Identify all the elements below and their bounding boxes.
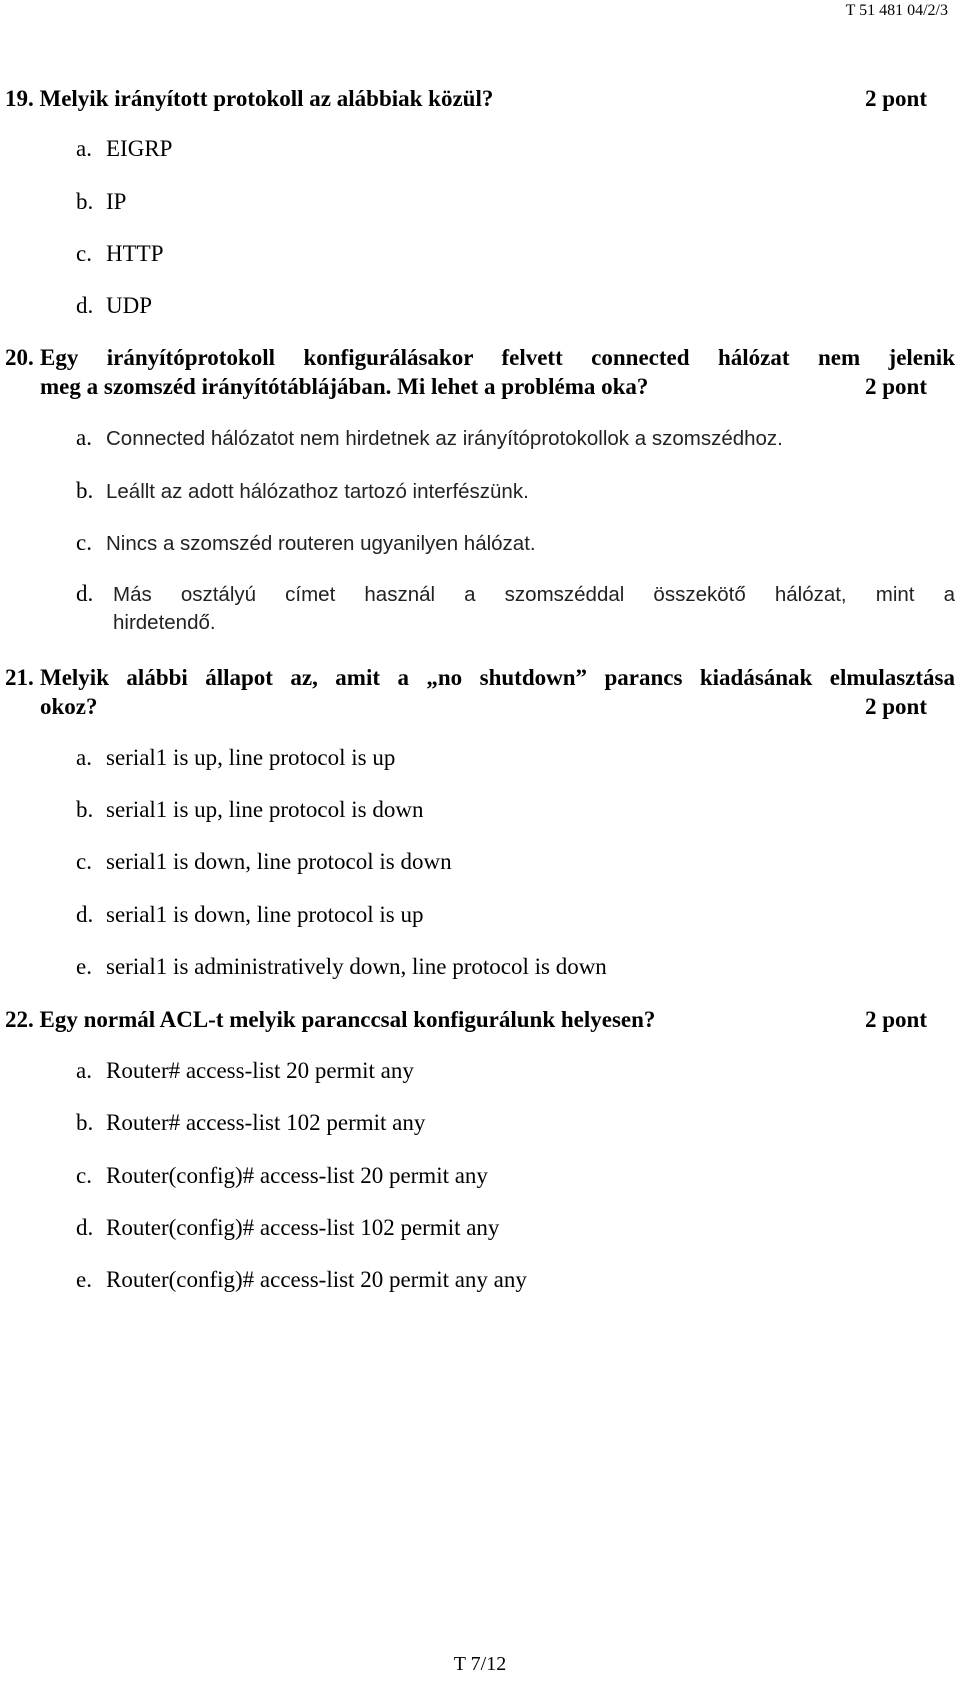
option-text: serial1 is down, line protocol is down — [106, 849, 452, 874]
answer-option — [76, 1058, 414, 1084]
answer-option — [76, 1215, 499, 1241]
option-letter: e. — [76, 954, 92, 979]
question-number: 19. — [5, 86, 34, 111]
option-text: HTTP — [106, 241, 164, 266]
question-text: meg a szomszéd irányítótáblájában. Mi lehet a probléma oka? — [40, 374, 649, 399]
option-text: hirdetendő. — [113, 611, 216, 634]
option-letter: a. — [76, 1058, 92, 1083]
question-22 — [5, 1007, 655, 1033]
option-letter: e. — [76, 1267, 92, 1292]
option-letter: c. — [76, 849, 92, 874]
option-letter: b. — [76, 1110, 94, 1135]
question-21-number: 21. — [5, 665, 34, 690]
answer-option — [76, 849, 452, 875]
option-text: IP — [106, 189, 127, 214]
question-points: 2 pont — [865, 374, 927, 399]
option-text: UDP — [106, 293, 153, 318]
answer-option — [76, 1110, 425, 1136]
question-points: 2 pont — [865, 694, 927, 719]
option-text: EIGRP — [106, 136, 173, 161]
question-text: Melyik alábbi állapot az, amit a „no shutdown” parancs kiadásának elmulasztása — [40, 665, 955, 690]
answer-option — [76, 136, 172, 162]
answer-option — [76, 797, 424, 823]
option-letter: d. — [76, 293, 94, 318]
option-text: Router# access-list 20 permit any — [106, 1058, 414, 1083]
page-number: T 7/12 — [453, 1653, 507, 1675]
answer-option — [76, 745, 395, 771]
answer-option — [76, 189, 126, 215]
question-points: 2 pont — [865, 86, 927, 111]
question-number: 22. — [5, 1007, 34, 1032]
answer-option — [76, 478, 529, 504]
answer-option — [76, 530, 536, 556]
option-letter: a. — [76, 745, 92, 770]
option-letter: c. — [76, 1163, 92, 1188]
option-letter: c. — [76, 241, 92, 266]
option-letter: a. — [76, 136, 92, 161]
question-text: okoz? — [40, 694, 98, 719]
option-letter: b. — [76, 478, 94, 503]
option-letter: d. — [76, 902, 94, 927]
document-code: T 51 481 04/2/3 — [845, 2, 948, 19]
question-text: Egy normál ACL-t melyik paranccsal konfigurálunk helyesen? — [39, 1007, 656, 1032]
answer-option — [76, 902, 424, 928]
question-20-number: 20. — [5, 345, 34, 370]
answer-option — [76, 1163, 488, 1189]
option-text: Router(config)# access-list 20 permit any — [106, 1163, 488, 1188]
option-text: Más osztályú címet használ a szomszéddal összekötő hálózat, mint a — [113, 583, 955, 606]
option-text: Router# access-list 102 permit any — [106, 1110, 426, 1135]
answer-option — [76, 954, 607, 980]
option-letter: b. — [76, 797, 94, 822]
option-text: Router(config)# access-list 102 permit any — [106, 1215, 500, 1240]
question-text: Melyik irányított protokoll az alábbiak közül? — [39, 86, 494, 111]
option-text: Connected hálózatot nem hirdetnek az irányítóprotokollok a szomszédhoz. — [106, 427, 783, 450]
option-text: serial1 is down, line protocol is up — [106, 902, 424, 927]
option-letter: a. — [76, 425, 92, 450]
answer-option — [76, 425, 783, 451]
question-text: Egy irányítóprotokoll konfigurálásakor felvett connected hálózat nem jelenik — [40, 345, 955, 370]
option-letter: c. — [76, 530, 92, 555]
option-text: serial1 is up, line protocol is down — [106, 797, 424, 822]
option-text: Nincs a szomszéd routeren ugyanilyen hálózat. — [106, 532, 536, 555]
answer-option — [76, 241, 164, 267]
answer-option — [76, 1267, 527, 1293]
option-text: serial1 is administratively down, line protocol is down — [106, 954, 607, 979]
question-points: 2 pont — [865, 1007, 927, 1032]
option-text: serial1 is up, line protocol is up — [106, 745, 396, 770]
option-text: Leállt az adott hálózathoz tartozó interfészünk. — [106, 480, 529, 503]
option-letter: b. — [76, 189, 94, 214]
option-letter: d. — [76, 581, 94, 606]
option-text: Router(config)# access-list 20 permit any any — [106, 1267, 527, 1292]
option-letter: d. — [76, 1215, 94, 1240]
answer-option — [76, 293, 152, 319]
question-19 — [5, 86, 493, 112]
